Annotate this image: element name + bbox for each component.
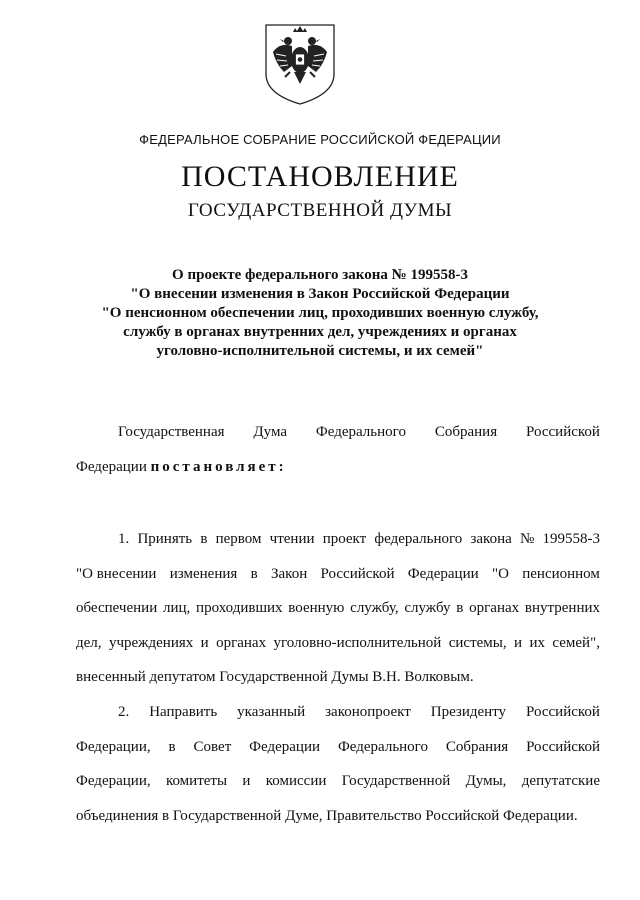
word: депутатские — [521, 773, 600, 789]
document-issuer: ГОСУДАРСТВЕННОЙ ДУМЫ — [187, 200, 453, 221]
preamble-line — [76, 424, 600, 441]
word: чтении — [269, 531, 315, 547]
word: указанный — [237, 704, 306, 720]
subject-line: службу в органах внутренних дел, учреждениях и органах — [123, 324, 517, 340]
subject-line: "О пенсионном обеспечении лиц, проходивших военную службу, — [101, 305, 539, 321]
word: Федерации, — [76, 773, 151, 789]
word: их — [529, 635, 545, 651]
word: и — [514, 635, 523, 651]
word: Российской — [526, 739, 600, 755]
word: уголовно-исполнительной — [273, 635, 442, 651]
word: и — [200, 635, 209, 651]
preamble-line — [76, 459, 600, 476]
word: "О — [491, 566, 509, 582]
word: военную — [288, 600, 345, 616]
word: закона — [470, 531, 512, 547]
word: Президенту — [430, 704, 507, 720]
word: Государственная — [118, 424, 225, 440]
word: Федерации, — [76, 739, 151, 755]
word: Дума — [253, 424, 288, 440]
item1-line — [76, 566, 600, 583]
word: в — [168, 739, 176, 755]
word: семей", — [552, 635, 600, 651]
word: учреждениях — [108, 635, 194, 651]
word: Федерального — [315, 424, 406, 440]
item2-line: объединения в Государственной Думе, Правительство Российской Федерации. — [76, 808, 578, 824]
word: "О внесении — [76, 566, 157, 582]
word: и — [242, 773, 251, 789]
item2-line — [76, 704, 600, 721]
word: первом — [215, 531, 262, 547]
word: комиссии — [265, 773, 327, 789]
word: Российской — [526, 424, 600, 440]
word: Собрания — [445, 739, 509, 755]
word: в — [250, 566, 258, 582]
word: 199558-3 — [542, 531, 600, 547]
word: в — [200, 531, 208, 547]
subject-line: О проекте федерального закона № 199558-3 — [172, 267, 468, 283]
word: в — [456, 600, 464, 616]
double-headed-eagle-emblem-icon — [262, 22, 338, 106]
word: Российской — [526, 704, 600, 720]
item2-line — [76, 739, 600, 756]
word: Направить — [149, 704, 218, 720]
word: Совет — [193, 739, 232, 755]
word: Федерации — [249, 739, 321, 755]
word: Закон — [271, 566, 308, 582]
word: Государственной — [341, 773, 451, 789]
item2-line — [76, 773, 600, 790]
word: Думы, — [465, 773, 507, 789]
word: лиц, — [162, 600, 191, 616]
word: Собрания — [434, 424, 498, 440]
word: системы, — [448, 635, 507, 651]
subject-line: "О внесении изменения в Закон Российской Федерации — [130, 286, 510, 302]
word: службу, — [350, 600, 399, 616]
document-subject — [0, 266, 640, 361]
preamble-text: Федерации — [76, 459, 151, 475]
document-type-title: ПОСТАНОВЛЕНИЕ — [181, 160, 459, 193]
word: 2. — [118, 704, 130, 720]
word: Российской — [320, 566, 395, 582]
word: Принять — [137, 531, 193, 547]
word: комитеты — [165, 773, 228, 789]
word: № — [519, 531, 535, 547]
word: Федерального — [337, 739, 428, 755]
word: органах — [216, 635, 267, 651]
word: службу — [404, 600, 451, 616]
word: проект — [322, 531, 367, 547]
word: органах — [469, 600, 520, 616]
state-emblem — [262, 22, 338, 106]
word: Федерации — [407, 566, 479, 582]
word: 1. — [118, 531, 130, 547]
word: дел, — [76, 635, 102, 651]
item1-line — [76, 531, 600, 548]
item1-line: внесенный депутатом Государственной Думы В.Н. Волковым. — [76, 669, 474, 685]
word: пенсионном — [522, 566, 600, 582]
assembly-name: ФЕДЕРАЛЬНОЕ СОБРАНИЕ РОССИЙСКОЙ ФЕДЕРАЦИИ — [139, 132, 501, 147]
word: проходивших — [196, 600, 283, 616]
decree-verb: постановляет: — [150, 459, 287, 475]
word: изменения — [169, 566, 238, 582]
word: федерального — [374, 531, 463, 547]
word: внутренних — [524, 600, 600, 616]
subject-line: уголовно-исполнительной системы, и их семей" — [156, 343, 484, 359]
item1-line — [76, 635, 600, 652]
item1-line — [76, 600, 600, 617]
word: обеспечении — [76, 600, 158, 616]
word: законопроект — [325, 704, 411, 720]
